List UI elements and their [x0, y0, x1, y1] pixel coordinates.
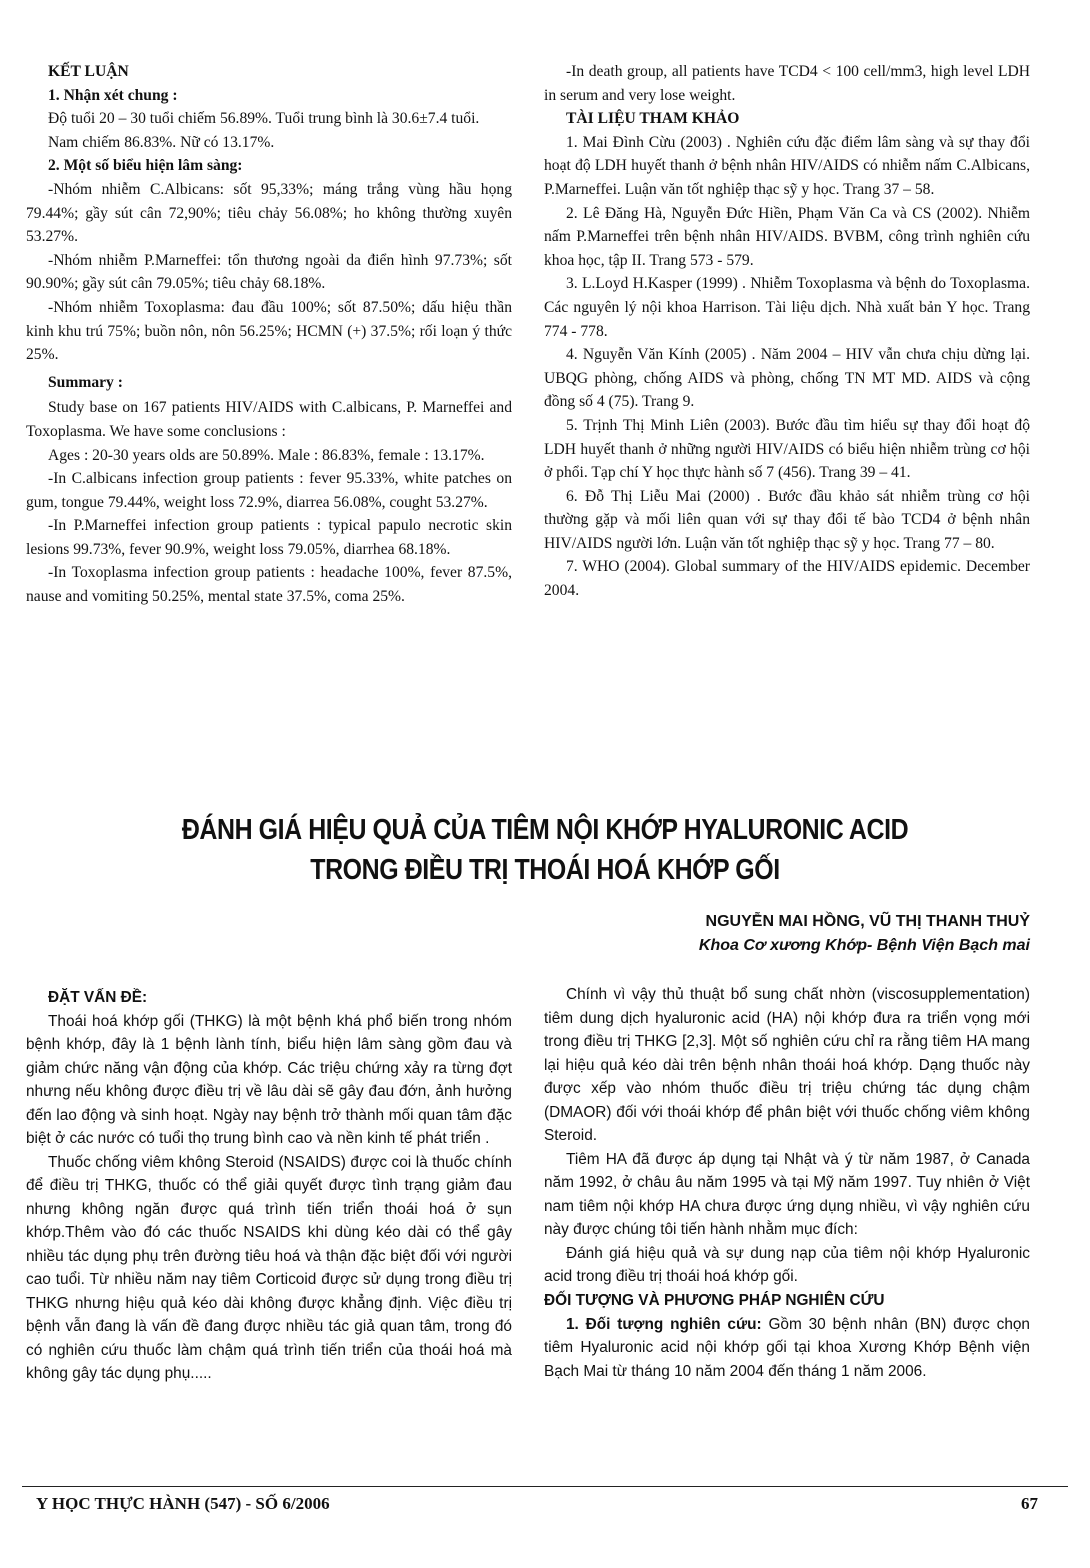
clinical-signs-heading: 2. Một số biểu hiện lâm sàng:	[48, 157, 243, 175]
paragraph: Tiêm HA đã được áp dụng tại Nhật và ý từ năm 1987, ở Canada năm 1992, ở châu âu năm 1995 và tại Mỹ năm 1997. Tuy nhiên ở Việt nam tiêm nội khớp HA chưa được ứng dụng nhiều, vì vậy nghiên cứu này được chúng tôi tiến hành nhằm mục đích:	[544, 1150, 1030, 1238]
journal-footer: Y HỌC THỰC HÀNH (547) - SỐ 6/2006	[36, 1494, 330, 1513]
paragraph: -Nhóm nhiễm P.Marneffei: tổn thương ngoài da điển hình 97.73%; sốt 90.90%; gầy sút cân 79.05%; tiêu chảy 68.18%.	[26, 251, 512, 293]
author-names: NGUYỄN MAI HỒNG, VŨ THỊ THANH THUỶ	[705, 913, 1030, 930]
paragraph: Ages : 20-30 years olds are 50.89%. Male : 86.83%, female : 13.17%.	[48, 446, 485, 464]
reference-item: 3. L.Loyd H.Kasper (1999) . Nhiễm Toxoplasma và bệnh do Toxoplasma. Các nguyên lý nội khoa Harrison. Tài liệu dịch. Nhà xuất bản Y học. Trang 774 - 778.	[544, 275, 1030, 340]
footer-divider	[22, 1486, 1068, 1487]
page-number: 67	[1021, 1494, 1038, 1513]
summary-heading: Summary :	[48, 373, 123, 391]
paragraph: Study base on 167 patients HIV/AIDS with C.albicans, P. Marneffei and Toxoplasma. We have some conclusions :	[26, 399, 512, 440]
paragraph-text: Gồm 30 bệnh nhân (BN) được chọn tiêm Hyaluronic acid nội khớp gối tại khoa Xương Khớp Bệnh viện Bạch Mai từ tháng 10 năm 2004 đến tháng 1 năm 2006.	[544, 1315, 1030, 1380]
reference-item: 4. Nguyễn Văn Kính (2005) . Năm 2004 – HIV vẫn chưa chịu dừng lại. UBQG phòng, chống AIDS và phòng, chống TN MT MD. AIDS và cộng đồng số 4 (75). Trang 9.	[544, 346, 1030, 411]
paragraph: -In P.Marneffei infection group patients : typical papulo necrotic skin lesions 99.73%, fever 90.9%, weight loss 79.05%, diarrhea 68.18%.	[26, 517, 512, 558]
paragraph: Độ tuổi 20 – 30 tuổi chiếm 56.89%. Tuổi trung bình là 30.6±7.4 tuổi.	[48, 110, 480, 128]
author-block	[699, 910, 1030, 958]
conclusion-column	[26, 60, 512, 609]
paragraph	[544, 1313, 1030, 1384]
paragraph: -Nhóm nhiễm C.Albicans: sốt 95,33%; máng trắng vùng hầu họng 79.44%; gầy sút cân 72,90%; tiêu chảy 56.08%; ho không thường xuyên 53.27%.	[26, 180, 512, 246]
title-line: ĐÁNH GIÁ HIỆU QUẢ CỦA TIÊM NỘI KHỚP HYALURONIC ACID	[181, 814, 909, 846]
paragraph: Đánh giá hiệu quả và sự dung nạp của tiêm nội khớp Hyaluronic acid trong điều trị thoái hoá khớp gối.	[544, 1244, 1030, 1285]
references-heading: TÀI LIỆU THAM KHẢO	[566, 110, 740, 128]
paragraph: -Nhóm nhiễm Toxoplasma: đau đầu 100%; sốt 87.50%; dấu hiệu thần kinh khu trú 75%; buồn nôn, nôn 56.25%; HCMN (+) 37.5%; rối loạn ý thức 25%.	[26, 298, 512, 364]
introduction-heading: ĐẶT VẤN ĐỀ:	[48, 989, 148, 1006]
introduction-column	[26, 986, 512, 1386]
general-remarks-heading: 1. Nhận xét chung :	[48, 86, 178, 104]
references-column	[544, 60, 1030, 603]
paragraph: Thoái hoá khớp gối (THKG) là một bệnh khá phổ biến trong nhóm bệnh khớp, đây là 1 bệnh lành tính, biểu hiện lâm sàng gồm đau và giảm chức năng vận động của khớp. Các triệu chứng xảy ra từng đợt nhưng nếu không được điều trị về lâu dài sẽ gây đau đớn, ảnh hưởng đến lao động và sinh hoạt. Ngày nay bệnh trở thành mối quan tâm đặc biệt ở các nước có tuổi thọ trung bình cao và nền kinh tế phát triển .	[26, 1012, 512, 1147]
paragraph: -In Toxoplasma infection group patients : headache 100%, fever 87.5%, nause and vomiting 50.25%, mental state 37.5%, coma 25%.	[26, 564, 512, 606]
reference-item: 5. Trịnh Thị Minh Liên (2003). Bước đầu tìm hiểu sự thay đổi hoạt độ LDH huyết thanh ở những người HIV/AIDS có biểu hiện nhiễm trùng cơ hội ở phổi. Tạp chí Y học thực hành số 7 (456). Trang 39 – 41.	[544, 416, 1030, 482]
article-title	[128, 810, 962, 890]
author-affiliation: Khoa Cơ xương Khớp- Bệnh Viện Bạch mai	[698, 937, 1030, 954]
body-column	[544, 983, 1030, 1383]
paragraph: -In death group, all patients have TCD4 < 100 cell/mm3, high level LDH in serum and very lose weight.	[544, 63, 1030, 104]
title-line: TRONG ĐIỀU TRỊ THOÁI HOÁ KHỚP GỐI	[310, 854, 780, 886]
methods-heading: ĐỐI TƯỢNG VÀ PHƯƠNG PHÁP NGHIÊN CỨU	[544, 1291, 885, 1309]
paragraph: Chính vì vậy thủ thuật bổ sung chất nhờn (viscosupplementation) tiêm dung dịch hyaluronic acid (HA) nội khớp đưa ra triển vọng mới trong điều trị THKG [2,3]. Một số nghiên cứu chỉ ra rằng tiêm HA mang lại hiệu quả kéo dài trên bệnh nhân thoái hoá khớp. Dạng thuốc này được xếp vào nhóm thuốc điều trị triệu chứng tác dụng chậm (DMAOR) đối với thoái khớp để phân biệt với thuốc chống viêm không Steroid.	[544, 986, 1030, 1144]
paragraph: Nam chiếm 86.83%. Nữ có 13.17%.	[48, 133, 275, 151]
paragraph: Thuốc chống viêm không Steroid (NSAIDS) được coi là thuốc chính để điều trị THKG, thuốc có thể giải quyết được tình trạng giảm đau nhưng không ngăn được quá trình tiến triển thoái hoá ở sụn khớp.Thêm vào đó các thuốc NSAIDS khi dùng kéo dài có thể gây nhiều tác dụng phụ trên đường tiêu hoá và thận đặc biệt đối với người cao tuổi. Từ nhiều năm nay tiêm Corticoid được sử dụng trong điều trị THKG nhưng hiệu quả kéo dài không được khẳng định. Việc điều trị bệnh vẫn đang là vấn đề đang được nhiều tác giả quan tâm, trong đó có nghiên cứu thuốc làm chậm quá trình tiến triển của thoái hoá mà không gây tác dụng phụ.....	[26, 1153, 512, 1382]
conclusion-heading: KẾT LUẬN	[48, 63, 129, 80]
reference-item: 1. Mai Đình Cừu (2003) . Nghiên cứu đặc điểm lâm sàng và sự thay đổi hoạt độ LDH huyết thanh ở bệnh nhân HIV/AIDS có nhiễm nấm C.Albicans, P.Marneffei. Luận văn tốt nghiệp thạc sỹ y học. Trang 37 – 58.	[544, 133, 1030, 198]
reference-item: 6. Đỗ Thị Liễu Mai (2000) . Bước đầu khảo sát nhiễm trùng cơ hội thường gặp và mối liên quan với sự thay đổi tế bào TCD4 ở bệnh nhân HIV/AIDS người lớn. Luận văn tốt nghiệp thạc sỹ y học. Trang 77 – 80.	[544, 487, 1030, 552]
reference-item: 2. Lê Đăng Hà, Nguyễn Đức Hiền, Phạm Văn Ca và CS (2002). Nhiễm nấm P.Marneffei trên bệnh nhân HIV/AIDS. BVBM, công trình nghiên cứu khoa học, tập II. Trang 573 - 579.	[544, 204, 1030, 269]
reference-item: 7. WHO (2004). Global summary of the HIV/AIDS epidemic. December 2004.	[544, 558, 1030, 600]
paragraph: -In C.albicans infection group patients : fever 95.33%, white patches on gum, tongue 79.44%, weight loss 72.9%, diarrea 56.08%, cought 53.27%.	[26, 470, 512, 511]
subjects-subheading: 1. Đối tượng nghiên cứu:	[566, 1315, 762, 1333]
